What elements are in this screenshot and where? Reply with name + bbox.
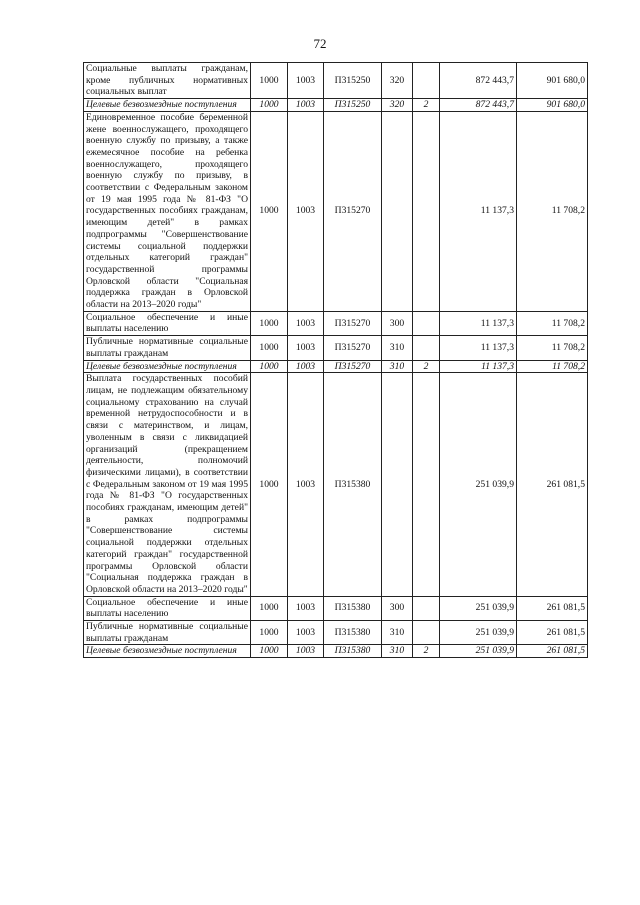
subsection-code: 1003 bbox=[288, 99, 324, 112]
amount-second-year: 11 708,2 bbox=[517, 111, 588, 311]
source-code bbox=[413, 111, 440, 311]
expense-type-code: 310 bbox=[382, 336, 413, 360]
table-row bbox=[84, 99, 588, 112]
expense-type-code: 300 bbox=[382, 311, 413, 335]
amount-second-year: 261 081,5 bbox=[517, 596, 588, 620]
expense-type-code bbox=[382, 111, 413, 311]
target-article-code: П315250 bbox=[324, 99, 382, 112]
expense-type-code: 310 bbox=[382, 621, 413, 645]
subsection-code: 1003 bbox=[288, 111, 324, 311]
section-code: 1000 bbox=[251, 99, 288, 112]
amount-second-year: 261 081,5 bbox=[517, 373, 588, 596]
amount-first-year: 11 137,3 bbox=[440, 111, 517, 311]
table-row bbox=[84, 373, 588, 596]
subsection-code: 1003 bbox=[288, 373, 324, 596]
expense-type-code bbox=[382, 373, 413, 596]
amount-first-year: 251 039,9 bbox=[440, 373, 517, 596]
expense-type-code: 300 bbox=[382, 596, 413, 620]
amount-second-year: 11 708,2 bbox=[517, 360, 588, 373]
target-article-code: П315380 bbox=[324, 373, 382, 596]
amount-first-year: 872 443,7 bbox=[440, 99, 517, 112]
table-row bbox=[84, 360, 588, 373]
section-code: 1000 bbox=[251, 621, 288, 645]
row-description: Целевые безвозмездные поступления bbox=[84, 360, 251, 373]
table-row bbox=[84, 111, 588, 311]
source-code bbox=[413, 336, 440, 360]
amount-first-year: 251 039,9 bbox=[440, 645, 517, 658]
row-description: Единовременное пособие беременной жене военнослужащего, проходящего военную службу по призыву, а также ежемесячное пособие на ребенка военнослужащего, проходящего военную службу по призыву, в соответствии с Федеральным законом от 19 мая 1995 года № 81-ФЗ "О государственных пособиях гражданам, имеющим детей" в рамках подпрограммы "Совершенствование системы социальной поддержки отдельных категорий граждан" государственной программы Орловской области "Социальная поддержка граждан в Орловской области на 2013–2020 годы" bbox=[84, 111, 251, 311]
row-description: Выплата государственных пособий лицам, не подлежащим обязательному социальному страхованию на случай временной нетрудоспособности и в связи с материнством, и лицам, уволенным в связи с ликвидацией организаций (прекращением деятельности, полномочий физическими лицами), в соответствии с Федеральным законом от 19 мая 1995 года № 81-ФЗ "О государственных пособиях гражданам, имеющим детей" в рамках подпрограммы "Совершенствование системы социальной поддержки отдельных категорий граждан" государственной программы Орловской области "Социальная поддержка граждан в Орловской области на 2013–2020 годы" bbox=[84, 373, 251, 596]
table-row bbox=[84, 645, 588, 658]
section-code: 1000 bbox=[251, 373, 288, 596]
amount-first-year: 11 137,3 bbox=[440, 311, 517, 335]
table-row bbox=[84, 63, 588, 99]
amount-first-year: 251 039,9 bbox=[440, 621, 517, 645]
source-code bbox=[413, 596, 440, 620]
target-article-code: П315270 bbox=[324, 336, 382, 360]
table-row bbox=[84, 621, 588, 645]
subsection-code: 1003 bbox=[288, 63, 324, 99]
amount-first-year: 872 443,7 bbox=[440, 63, 517, 99]
section-code: 1000 bbox=[251, 596, 288, 620]
page-number: 72 bbox=[313, 36, 327, 51]
section-code: 1000 bbox=[251, 63, 288, 99]
target-article-code: П315380 bbox=[324, 621, 382, 645]
section-code: 1000 bbox=[251, 111, 288, 311]
row-description: Социальное обеспечение и иные выплаты населению bbox=[84, 596, 251, 620]
expense-type-code: 310 bbox=[382, 645, 413, 658]
amount-first-year: 11 137,3 bbox=[440, 360, 517, 373]
target-article-code: П315250 bbox=[324, 63, 382, 99]
section-code: 1000 bbox=[251, 360, 288, 373]
row-description: Публичные нормативные социальные выплаты гражданам bbox=[84, 336, 251, 360]
amount-second-year: 11 708,2 bbox=[517, 311, 588, 335]
subsection-code: 1003 bbox=[288, 645, 324, 658]
table-row bbox=[84, 311, 588, 335]
section-code: 1000 bbox=[251, 645, 288, 658]
section-code: 1000 bbox=[251, 336, 288, 360]
amount-second-year: 261 081,5 bbox=[517, 621, 588, 645]
source-code bbox=[413, 373, 440, 596]
source-code: 2 bbox=[413, 99, 440, 112]
subsection-code: 1003 bbox=[288, 311, 324, 335]
subsection-code: 1003 bbox=[288, 336, 324, 360]
amount-first-year: 251 039,9 bbox=[440, 596, 517, 620]
expense-type-code: 310 bbox=[382, 360, 413, 373]
section-code: 1000 bbox=[251, 311, 288, 335]
source-code bbox=[413, 621, 440, 645]
amount-second-year: 261 081,5 bbox=[517, 645, 588, 658]
table-row bbox=[84, 596, 588, 620]
target-article-code: П315270 bbox=[324, 311, 382, 335]
row-description: Целевые безвозмездные поступления bbox=[84, 99, 251, 112]
expense-type-code: 320 bbox=[382, 99, 413, 112]
target-article-code: П315380 bbox=[324, 645, 382, 658]
row-description: Целевые безвозмездные поступления bbox=[84, 645, 251, 658]
expense-type-code: 320 bbox=[382, 63, 413, 99]
amount-second-year: 901 680,0 bbox=[517, 63, 588, 99]
budget-table bbox=[83, 62, 588, 658]
source-code bbox=[413, 63, 440, 99]
target-article-code: П315380 bbox=[324, 596, 382, 620]
target-article-code: П315270 bbox=[324, 360, 382, 373]
row-description: Социальные выплаты гражданам, кроме публичных нормативных социальных выплат bbox=[84, 63, 251, 99]
source-code bbox=[413, 311, 440, 335]
subsection-code: 1003 bbox=[288, 621, 324, 645]
amount-first-year: 11 137,3 bbox=[440, 336, 517, 360]
row-description: Социальное обеспечение и иные выплаты населению bbox=[84, 311, 251, 335]
amount-second-year: 901 680,0 bbox=[517, 99, 588, 112]
subsection-code: 1003 bbox=[288, 596, 324, 620]
table-row bbox=[84, 336, 588, 360]
row-description: Публичные нормативные социальные выплаты гражданам bbox=[84, 621, 251, 645]
source-code: 2 bbox=[413, 645, 440, 658]
amount-second-year: 11 708,2 bbox=[517, 336, 588, 360]
subsection-code: 1003 bbox=[288, 360, 324, 373]
source-code: 2 bbox=[413, 360, 440, 373]
target-article-code: П315270 bbox=[324, 111, 382, 311]
